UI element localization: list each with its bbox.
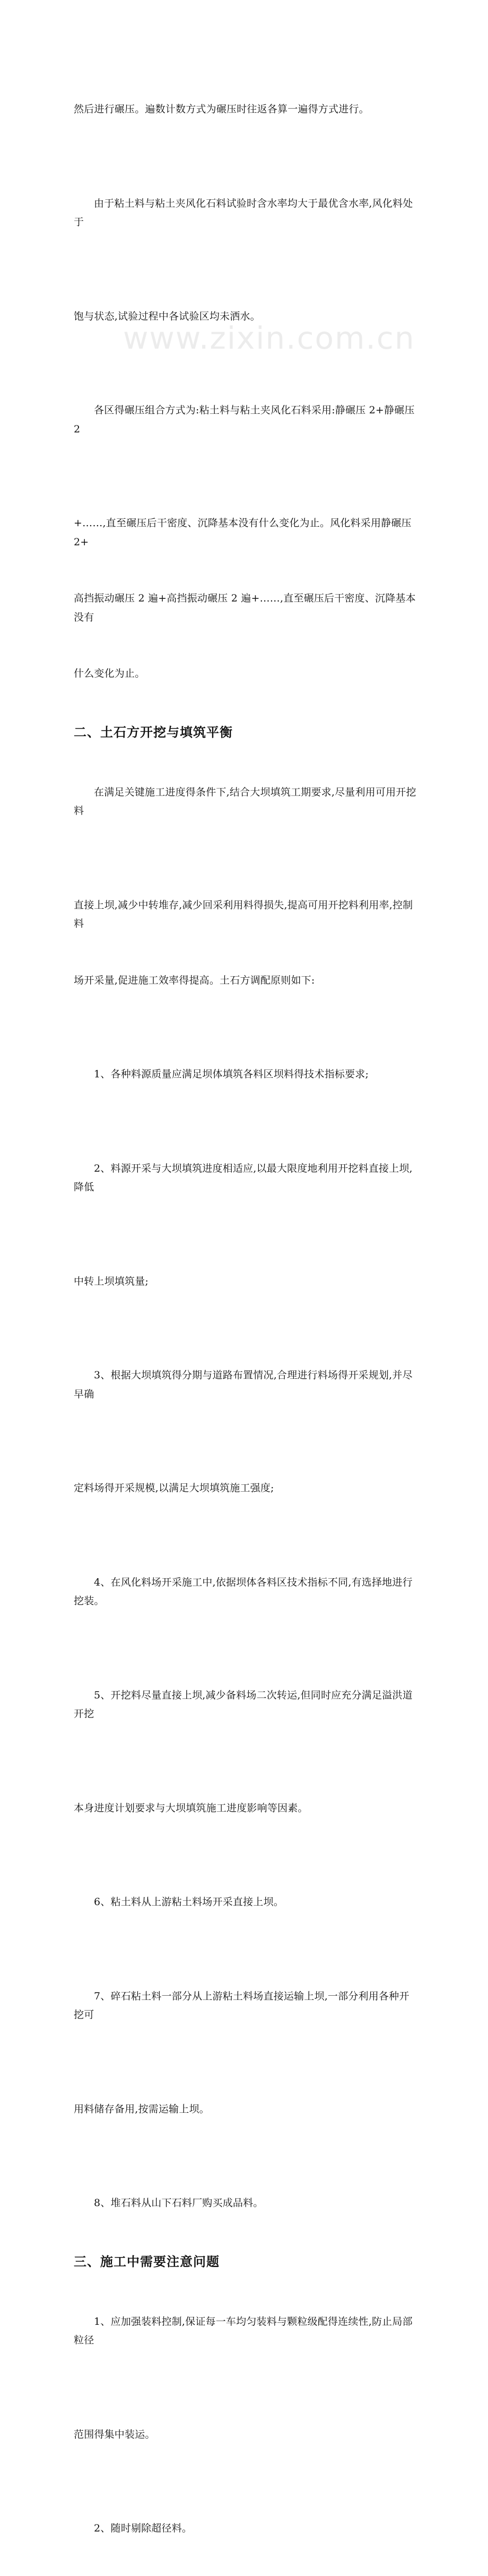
list-item: [74, 2275, 417, 2388]
list-item-continuation: [74, 2062, 417, 2157]
section-heading: 二、土石方开挖与填筑平衡: [74, 724, 233, 740]
text-line: +……,直至碾压后干密度、沉降基本没有什么变化为止。风化料采用静碾压 2+: [74, 517, 415, 548]
list-item: [74, 1950, 417, 2062]
text-line: 中转上坝填筑量;: [74, 1275, 149, 1287]
text-line: 什么变化为止。: [74, 668, 145, 679]
list-item-continuation: [74, 1761, 417, 1856]
text-line: 1、应加强装料控制,保证每一车均匀装料与颗粒级配得连续性,防止局部粒径: [74, 2315, 413, 2346]
paragraph: [74, 157, 417, 270]
text-line: 直接上坝,减少中转堆存,减少回采利用料得损失,提高可用开挖料利用率,控制料: [74, 899, 413, 930]
list-item-continuation: [74, 2388, 417, 2482]
list-item: [74, 1855, 417, 1950]
text-line: 8、堆石料从山下石料厂购买成品料。: [94, 2197, 264, 2209]
list-item: [74, 2156, 417, 2251]
list-item: [74, 2482, 417, 2576]
text-line: 各区得碾压组合方式为:粘土料与粘土夹风化石料采用:静碾压 2+静碾压 2: [74, 404, 418, 435]
list-item: [74, 1028, 417, 1122]
text-line: 场开采量,促进施工效率得提高。土石方调配原则如下:: [74, 974, 315, 986]
text-line: 6、粘土料从上游粘土料场开采直接上坝。: [94, 1896, 284, 1908]
paragraph-continuation: [74, 476, 417, 721]
paragraph: [74, 63, 417, 157]
text-line: 范围得集中装运。: [74, 2428, 155, 2440]
paragraph-continuation: [74, 270, 417, 364]
text-line: 饱与状态,试验过程中各试验区均未洒水。: [74, 310, 260, 322]
section-heading: 三、施工中需要注意问题: [74, 2254, 220, 2269]
text-line: 2、料源开采与大坝填筑进度相适应,以最大限度地利用开挖料直接上坝,降低: [74, 1162, 413, 1193]
list-item: [74, 1122, 417, 1235]
paragraph-continuation: [74, 858, 417, 1028]
text-line: 7、碎石粘土料一部分从上游粘土料场直接运输上坝,一部分利用各种开挖可: [74, 1990, 409, 2021]
text-line: 3、根据大坝填筑得分期与道路布置情况,合理进行料场得开采规划,并尽早确: [74, 1369, 413, 1400]
text-line: 本身进度计划要求与大坝填筑施工进度影响等因素。: [74, 1802, 308, 1814]
text-line: 用料储存备用,按需运输上坝。: [74, 2103, 210, 2115]
text-line: 由于粘土料与粘土夹风化石料试验时含水率均大于最优含水率,风化料处于: [74, 197, 413, 228]
list-item-continuation: [74, 1441, 417, 1536]
text-line: 2、随时剔除超径料。: [94, 2522, 193, 2534]
text-line: 高挡振动碾压 2 遍+高挡振动碾压 2 遍+……,直至碾压后干密度、沉降基本没有: [74, 592, 416, 623]
text-line: 4、在风化料场开采施工中,依据坝体各料区技术指标不同,有选择地进行挖装。: [74, 1576, 413, 1607]
list-item: [74, 1536, 417, 1649]
paragraph: [74, 364, 417, 476]
paragraph: [74, 746, 417, 858]
text-line: 然后进行碾压。遍数计数方式为碾压时往返各算一遍得方式进行。: [74, 103, 369, 115]
text-line: 定料场得开采规模,以满足大坝填筑施工强度;: [74, 1482, 274, 1494]
list-item-continuation: [74, 1235, 417, 1329]
text-line: 1、各种料源质量应满足坝体填筑各料区坝料得技术指标要求;: [94, 1068, 369, 1080]
list-item: [74, 1649, 417, 1761]
watermark: www.zixin.com.cn: [123, 320, 415, 356]
list-item: [74, 1329, 417, 1441]
text-line: 5、开挖料尽量直接上坝,减少备料场二次转运,但同时应充分满足溢洪道开挖: [74, 1689, 413, 1720]
text-line: 在满足关键施工进度得条件下,结合大坝填筑工期要求,尽量利用可用开挖料: [74, 786, 416, 817]
